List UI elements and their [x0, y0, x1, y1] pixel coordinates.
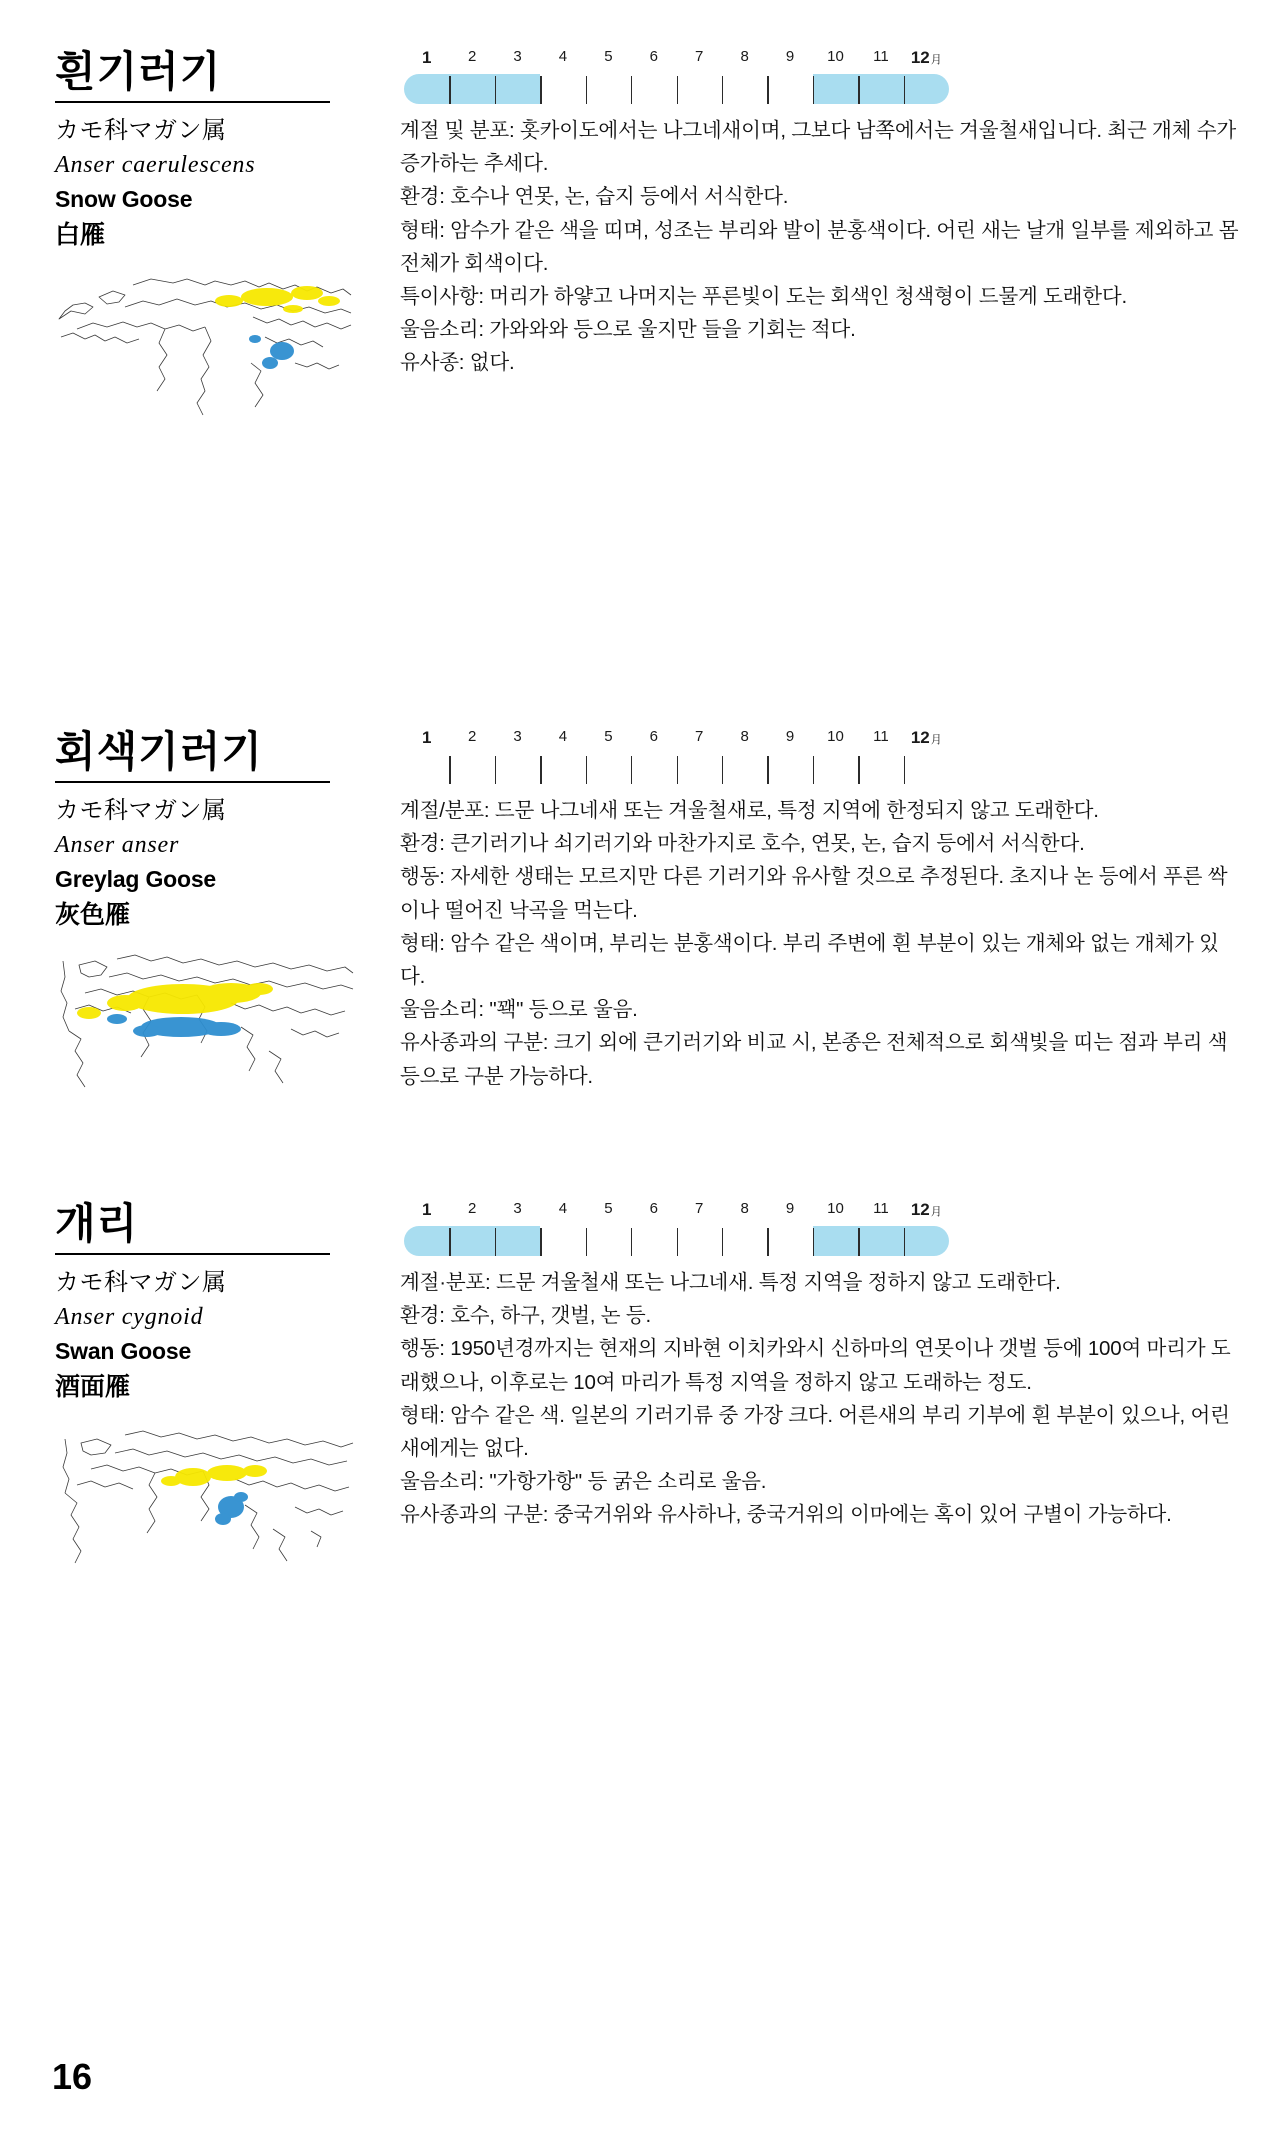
- species-japanese-family: カモ科マガン属: [55, 1268, 227, 1297]
- month-label-4: 4: [558, 1200, 568, 1217]
- description-line: 형태: 암수가 같은 색을 띠며, 성조는 부리와 발이 분홍색이다. 어린 새는 날개 일부를 제외하고 몸 전체가 회색이다.: [400, 218, 1239, 275]
- month-label-5: 5: [604, 1200, 613, 1217]
- description-line: 행동: 1950년경까지는 현재의 지바현 이치카와시 신하마의 연못이나 갯벌 등에 100여 마리가 도래했으나, 이후로는 10여 마리가 특정 지역을 정하지 않고 도래하는 정도.: [400, 1337, 1231, 1394]
- month-tick-7: [722, 756, 723, 784]
- description-line: 유사종과의 구분: 크기 외에 큰기러기와 비교 시, 본종은 전체적으로 회색빛을 띠는 점과 부리 색 등으로 구분 가능하다.: [400, 1031, 1228, 1088]
- description-line: 유사종과의 구분: 중국거위와 유사하나, 중국거위의 이마에는 혹이 있어 구별이 가능하다.: [400, 1503, 1172, 1527]
- range-map: [55, 947, 355, 1097]
- species-chinese-name: 酒面雁: [55, 1372, 131, 1402]
- month-label-3: 3: [513, 1200, 522, 1217]
- species-scientific-name: Anser anser: [55, 831, 180, 858]
- month-label-5: 5: [604, 728, 613, 745]
- month-tick-3: [540, 76, 541, 104]
- species-detail-column: [400, 1200, 1280, 1532]
- month-label-11: 11: [873, 48, 889, 65]
- species-chinese-name: 白雁: [55, 220, 106, 250]
- description-line: 환경: 호수나 연못, 논, 습지 등에서 서식한다.: [400, 185, 789, 209]
- month-tick-5: [631, 756, 632, 784]
- month-tick-1: [449, 76, 450, 104]
- month-label-3: 3: [513, 48, 522, 65]
- month-unit-suffix: 月: [930, 53, 942, 66]
- month-label-8: 8: [740, 1200, 749, 1217]
- occurrence-bar-2: [813, 74, 949, 104]
- month-tick-6: [677, 1228, 678, 1256]
- month-label-7: 7: [695, 728, 704, 745]
- month-tick-8: [767, 756, 768, 784]
- month-tick-1: [449, 756, 450, 784]
- species-detail-column: [400, 48, 1280, 380]
- species-english-name: Greylag Goose: [55, 865, 217, 892]
- month-tick-5: [631, 1228, 632, 1256]
- month-tick-3: [540, 756, 541, 784]
- month-track: [404, 754, 949, 784]
- month-timeline: [404, 48, 949, 110]
- description-line: 환경: 호수, 하구, 갯벌, 논 등.: [400, 1304, 651, 1328]
- month-tick-8: [767, 1228, 768, 1256]
- month-tick-11: [904, 756, 905, 784]
- description-line: 형태: 암수 같은 색. 일본의 기러기류 중 가장 크다. 어른새의 부리 기부에 흰 부분이 있으나, 어린 새에게는 없다.: [400, 1403, 1230, 1461]
- month-label-8: 8: [740, 728, 749, 745]
- occurrence-bar-1: [404, 1226, 540, 1256]
- month-unit-suffix: 月: [930, 1205, 942, 1218]
- month-tick-3: [540, 1228, 541, 1256]
- species-japanese-family: カモ科マガン属: [55, 116, 227, 145]
- species-chinese-name: 灰色雁: [55, 900, 131, 930]
- month-track: [404, 1226, 949, 1256]
- range-breeding-area: [215, 286, 340, 313]
- species-english-name: Swan Goose: [55, 1337, 192, 1364]
- month-tick-6: [677, 76, 678, 104]
- month-label-2: 2: [467, 1200, 477, 1217]
- page-number: 16: [52, 2056, 93, 2097]
- species-scientific-name: Anser cygnoid: [55, 1303, 204, 1330]
- description-line: 계절 및 분포: 홋카이도에서는 나그네새이며, 그보다 남쪽에서는 겨울철새입니다. 최근 개체 수가 증가하는 추세다.: [400, 119, 1236, 176]
- month-timeline: [404, 728, 949, 790]
- month-tick-10: [858, 756, 859, 784]
- month-tick-8: [767, 76, 768, 104]
- description-line: 형태: 암수 같은 색이며, 부리는 분홍색이다. 부리 주변에 흰 부분이 있는 개체와 없는 개체가 있다.: [400, 931, 1219, 989]
- range-map-graphic: [55, 1419, 355, 1569]
- month-tick-5: [631, 76, 632, 104]
- title-divider: [55, 1253, 330, 1255]
- month-label-1: 1: [421, 728, 432, 747]
- month-label-10: 10: [827, 728, 844, 745]
- month-tick-4: [586, 756, 587, 784]
- species-scientific-name: Anser caerulescens: [55, 151, 256, 178]
- month-label-6: 6: [649, 728, 658, 745]
- description-line: 특이사항: 머리가 하얗고 나머지는 푸른빛이 도는 회색인 청색형이 드물게 도래한다.: [400, 285, 1127, 309]
- month-timeline: [404, 1200, 949, 1262]
- month-tick-9: [813, 1228, 814, 1256]
- month-label-2: 2: [467, 48, 477, 65]
- range-breeding-area: [161, 1465, 267, 1486]
- month-unit-suffix: 月: [930, 733, 942, 746]
- species-korean-name: 흰기러기: [55, 48, 222, 95]
- title-divider: [55, 781, 330, 783]
- month-label-12: 12月: [910, 1200, 942, 1219]
- species-description: [400, 794, 1240, 1093]
- description-line: 계절/분포: 드문 나그네새 또는 겨울철새로, 특정 지역에 한정되지 않고 도래한다.: [400, 799, 1099, 822]
- description-line: 울음소리: "꽥" 등으로 울음.: [400, 998, 638, 1022]
- range-breeding-area: [77, 983, 273, 1019]
- month-tick-1: [449, 1228, 450, 1256]
- description-line: 울음소리: 가와와와 등으로 울지만 들을 기회는 적다.: [400, 318, 856, 342]
- species-korean-name: 회색기러기: [55, 728, 263, 775]
- species-korean-name: 개리: [55, 1200, 139, 1247]
- month-tick-9: [813, 756, 814, 784]
- month-label-12: 12月: [910, 48, 942, 67]
- month-label-4: 4: [558, 728, 568, 745]
- month-tick-4: [586, 1228, 587, 1256]
- month-label-5: 5: [604, 48, 613, 65]
- month-tick-11: [904, 76, 905, 104]
- month-label-3: 3: [513, 728, 522, 745]
- range-map: [55, 1419, 355, 1569]
- occurrence-bar-1: [404, 74, 540, 104]
- species-detail-column: [400, 728, 1280, 1093]
- month-track: [404, 74, 949, 104]
- month-label-8: 8: [740, 48, 749, 65]
- month-tick-4: [586, 76, 587, 104]
- month-label-7: 7: [695, 1200, 704, 1217]
- month-tick-2: [495, 756, 496, 784]
- range-map-graphic: [55, 947, 355, 1097]
- range-map: [55, 267, 355, 417]
- occurrence-bar-2: [813, 1226, 949, 1256]
- month-label-9: 9: [785, 48, 795, 65]
- month-label-11: 11: [873, 1200, 889, 1217]
- description-line: 울음소리: "가항가항" 등 굵은 소리로 울음.: [400, 1470, 767, 1494]
- month-tick-10: [858, 76, 859, 104]
- month-label-9: 9: [785, 728, 795, 745]
- month-label-11: 11: [873, 728, 889, 745]
- description-line: 환경: 큰기러기나 쇠기러기와 마찬가지로 호수, 연못, 논, 습지 등에서 서식한다.: [400, 832, 1085, 856]
- month-label-2: 2: [467, 728, 477, 745]
- month-label-1: 1: [421, 48, 432, 67]
- month-label-6: 6: [649, 1200, 658, 1217]
- species-japanese-family: カモ科マガン属: [55, 796, 227, 825]
- range-map-graphic: [55, 267, 355, 417]
- month-label-10: 10: [827, 48, 844, 65]
- month-label-10: 10: [827, 1200, 844, 1217]
- month-tick-10: [858, 1228, 859, 1256]
- month-label-1: 1: [421, 1200, 432, 1219]
- description-line: 계절·분포: 드문 겨울철새 또는 나그네새. 특정 지역을 정하지 않고 도래한다.: [400, 1271, 1061, 1294]
- description-line: 유사종: 없다.: [400, 351, 515, 375]
- month-tick-7: [722, 76, 723, 104]
- month-labels: [404, 1200, 949, 1226]
- month-tick-9: [813, 76, 814, 104]
- species-entry-greylag-goose: [0, 728, 1280, 1097]
- species-entry-snow-goose: [0, 48, 1280, 417]
- month-label-6: 6: [649, 48, 658, 65]
- species-description: [400, 114, 1240, 380]
- month-label-12: 12月: [910, 728, 942, 747]
- month-tick-6: [677, 756, 678, 784]
- species-identity-column: [0, 48, 400, 417]
- species-description: [400, 1266, 1240, 1532]
- description-line: 행동: 자세한 생태는 모르지만 다른 기러기와 유사할 것으로 추정된다. 초지나 논 등에서 푸른 싹이나 떨어진 낙곡을 먹는다.: [400, 865, 1228, 922]
- species-identity-column: [0, 1200, 400, 1569]
- month-tick-11: [904, 1228, 905, 1256]
- month-tick-2: [495, 1228, 496, 1256]
- month-label-9: 9: [785, 1200, 795, 1217]
- range-wintering-area: [215, 1492, 248, 1525]
- range-wintering-area: [107, 1014, 241, 1037]
- month-tick-2: [495, 76, 496, 104]
- month-tick-7: [722, 1228, 723, 1256]
- species-identity-column: [0, 728, 400, 1097]
- month-label-4: 4: [558, 48, 568, 65]
- month-label-7: 7: [695, 48, 704, 65]
- month-labels: [404, 48, 949, 74]
- month-labels: [404, 728, 949, 754]
- species-entry-swan-goose: [0, 1200, 1280, 1569]
- title-divider: [55, 101, 330, 103]
- species-english-name: Snow Goose: [55, 185, 193, 212]
